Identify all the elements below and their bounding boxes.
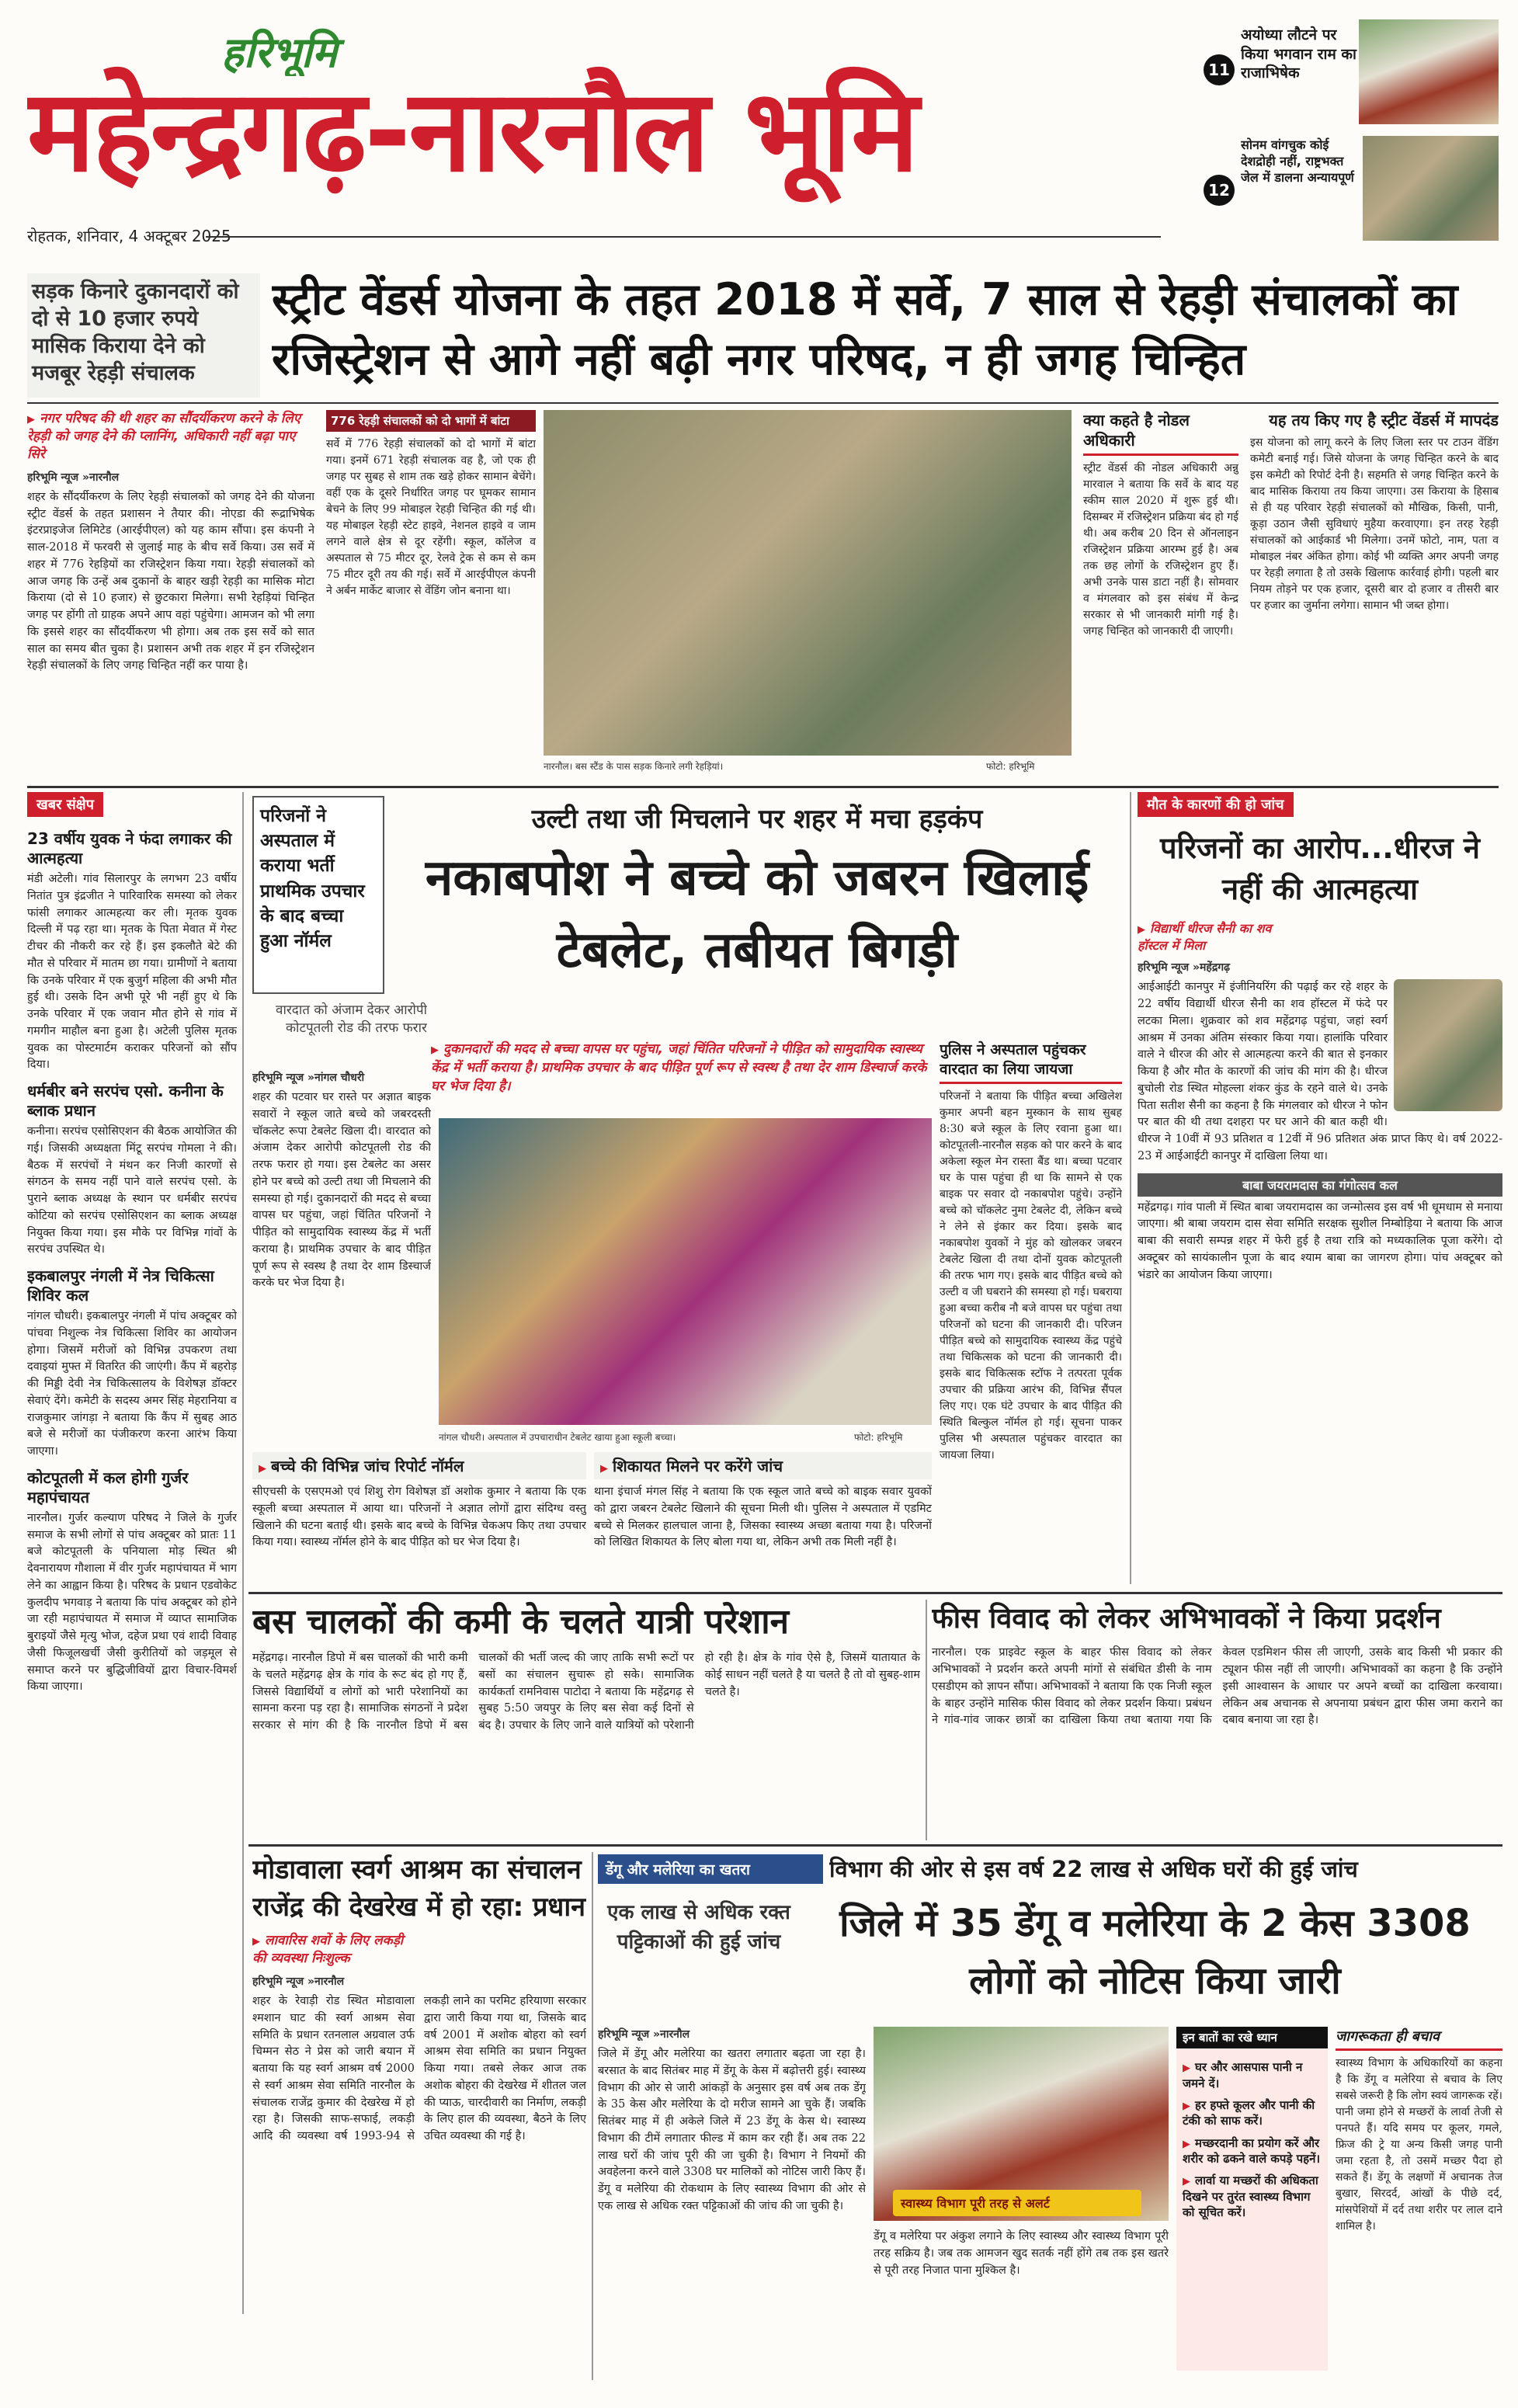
officer-body: स्ट्रीट वेंडर्स की नोडल अधिकारी अन्नु मारवाल ने बताया कि सर्वे के बाद यह स्कीम साल 2020 में शुरू हुई थी। दिसम्बर में रजिस्ट्रेशन प्रक्रिया बंद हो गई थी। अब करीब 20 दिन से ऑनलाइन रजिस्ट्रेशन प्रक्रिया आरम्भ हुई है। अब तक छह लोगों के रजिस्ट्रेशन हुए हैं। अभी उनके पास डाटा नहीं है। सोमवार व मंगलवार को इस संबंध में केन्द्र सरकार से भी जानकारी मांगी गई है। जगह चिन्हित को जानकारी दी जाएगी। <box>1083 462 1238 638</box>
tablet-strap: उल्टी तथा जी मिचलाने पर शहर में मचा हड़कंप <box>531 804 983 835</box>
mapdand-column <box>1250 410 1499 791</box>
death-deck: ▶ विद्यार्थी धीरज सैनी का शव हॉस्टल में मिला <box>1138 919 1301 954</box>
dengue-photo-caption: डेंगू व मलेरिया पर अंकुश लगाने के लिए स्वास्थ्य और स्वास्थ्य विभाग पूरी तरह सक्रिय है। जब तक आमजन खुद सतर्क नहीं होंगे तब तक इस खतरे से पूरी तरह निजात पाना मुश्किल है। <box>874 2230 1169 2277</box>
mapdand-body: इस योजना को लागू करने के लिए जिला स्तर पर टाउन वेंडिंग कमेटी बनाई गई। जिसे योजना के जगह चिन्हित करने के बाद इस कमेटी को रिपोर्ट देनी है। सहमति से जगह चिन्हित करने के बाद मासिक किराया तय किया जाएगा। उस किराया के हिसाब से ही यह परिवार रेहड़ी संचालकों को मौखिक, किसी, पानी, कूड़ा उठान जैसी सुविधाएं मुहैया करवाएगा। इन तरह रेहड़ी संचालकों को आईकार्ड भी मिलेगा। उनमें फोटो, नाम, पता व मोबाइल नंबर अंकित होगा। कोई भी व्यक्ति अगर अपनी जगह पर रेहड़ी लगाता है तो उसके खिलाफ कार्रवाई होगी। पहली बार नियम तोड़ने पर एक हजार, दूसरी बार दो हजार व तीसरी बार पर हजार का जुर्माना लगेगा। सामान भी जब्त होगा। <box>1250 436 1499 612</box>
brief-kicker: खबर संक्षेप <box>27 792 103 817</box>
aware-column <box>1336 2027 1502 2380</box>
lead-column <box>27 410 314 798</box>
police-column <box>940 1041 1122 1584</box>
baba-kicker: बाबा जयरामदास का गंगोत्सव कल <box>1138 1173 1502 1197</box>
tablet-sub2-title: ▶ शिकायत मिलने पर करेंगे जांच <box>594 1452 932 1479</box>
teaser-item[interactable] <box>1204 19 1499 128</box>
lead-sub1-title: 776 रेहड़ी संचालकों को दो भागों में बांटा <box>326 410 536 432</box>
tablet-photo <box>439 1118 932 1425</box>
police-body: परिजनों ने बताया कि पीड़ित बच्चा अखिलेश कुमार अपनी बहन मुस्कान के साथ सुबह 8:30 बजे स्कूल के लिए रवाना हुआ था। कोटपूतली-नारनौल सड़क को पार करने के बाद अकेला स्कूल मेन रास्ता बैंड था। बच्चा पटवार घर के पास पहुंचा ही था कि सामने से एक बाइक पर सवार दो नकाबपोश पहुंचे। उन्होंने बच्चे को चॉकलेट नुमा टेबलेट दी, लेकिन बच्चे ने लेने से इंकार कर दिया। इसके बाद नकाबपोश युवकों ने मुंह को खोलकर जबरन टेबलेट खिला दी तथा दोनों युवक कोटपूतली की तरफ भाग गए। इसके बाद पीड़ित बच्चे को उल्टी व जी घबराने की समस्या हो गई। घबराया हुआ बच्चा करीब नौ बजे वापस घर पहुंचा तथा परिजनों को घटना की जानकारी दी। परिजन पीड़ित बच्चे को सामुदायिक स्वास्थ्य केंद्र पहुंचे तथा चिकित्सक को घटना की जानकारी दी। इसके बाद चिकित्सक स्टॉफ ने तत्परता पूर्वक उपचार की प्रक्रिया आरंभ की, विभिन्न सैंपल लिए गए। एक घंटे उपचार के बाद पीड़ित की स्थिति बिल्कुल नॉर्मल हो गई। सूचना पाकर पुलिस भी अस्पताल पहुंचकर वारदात का जायजा लिया। <box>940 1090 1122 1462</box>
brief-item-body: नारनौल। गुर्जर कल्याण परिषद ने जिले के गुर्जर समाज के सभी लोगों से पांच अक्टूबर को प्रातः 11 बजे कोटपूतली के पनियाला मोड़ स्थित श्री देवनारायण गौशाला में वीर गुर्जर महापंचायत में भाग लेने का आह्वान किया है। परिषद के प्रधान एडवोकेट कुलदीप भगवाड़ ने बताया कि पांच अक्टूबर को होने जा रही महापंचायत में समाज में व्याप्त सामाजिक बुराइयों जैसे मृत्यु भोज, दहेज प्रथा एवं शादी विवाह जैसी फिजूलखर्ची जैसी कुरीतियों को जड़मूल से समाप्त करने पर बुद्धिजीवियों द्वारा विचार-विमर्श किया जाएगा। <box>27 1511 237 1694</box>
death-body: आईआईटी कानपुर में इंजीनियरिंग की पढ़ाई कर रहे शहर के 22 वर्षीय विद्यार्थी धीरज सैनी का शव हॉस्टल में फंदे पर लटका मिला। शुक्रवार को शव महेंद्रगढ़ पहुंचा, जहां स्वर्ग आश्रम में उनका अंतिम संस्कार किया गया। हालांकि परिवार वाले ने धीरज की ओर से आत्महत्या करने की बात से इनकार किया है और मौत के कारणों की जांच की मांग की है। धीरज बुचोली रोड स्थित मोहल्ला शंकर कुंड के रहने वाले थे। उनके पिता सतीश सैनी का कहना है कि मंगलवार को धीरज ने फोन पर बात की थी तथा दशहरा पर घर आने की बात कही थी। धीरज ने 10वीं में 93 प्रतिशत व 12वीं में 96 प्रतिशत अंक प्राप्त किए थे। वर्ष 2022-23 में आईआईटी कानपुर में दाखिला लिया था। <box>1138 981 1502 1162</box>
dengue-column <box>598 2027 866 2380</box>
tip-item: ▶ मच्छरदानी का प्रयोग करें और शरीर को ढकने वाले कपड़े पहनें। <box>1183 2135 1322 2167</box>
death-story <box>1138 792 1502 1584</box>
brief-item-title: इकबालपुर नंगली में नेत्र चिकित्सा शिविर कल <box>27 1267 214 1305</box>
brief-item-title: धर्मबीर बने सरपंच एसो. कनीना के ब्लाक प्रधान <box>27 1082 224 1120</box>
dengue-kicker: डेंगू और मलेरिया का खतरा <box>598 1854 823 1884</box>
dengue-strap: विभाग की ओर से इस वर्ष 22 लाख से अधिक घरों की हुई जांच <box>829 1856 1358 1882</box>
brief-item[interactable] <box>27 1267 237 1461</box>
dateline: रोहतक, शनिवार, 4 अक्टूबर 2025 <box>27 227 231 245</box>
dengue-side: एक लाख से अधिक रक्त पट्टिकाओं की हुई जांच <box>607 1901 790 1954</box>
teaser-number: 12 <box>1204 175 1235 206</box>
lead-body: शहर के सौंदर्यीकरण के लिए रेहड़ी संचालकों को जगह देने की योजना स्ट्रीट वेंडर्स के तहत प्रशासन ने तैयार की। नोएडा की रूद्राभिषेक इंटरप्राइजेज लिमिटेड (आरईपीएल) को यह काम सौंपा। इस कंपनी ने साल-2018 में फरवरी से जुलाई माह के बीच सर्वे किया। उस सर्वे में शहर में 776 रेहड़ियों का रजिस्ट्रेशन किया गया। रेहड़ी संचालकों को आज जगह कि उन्हें अब दुकानों के बाहर खड़ी रेहड़ी का मासिक मोटा किराया (दो से 10 हजार) से छुटकारा मिलेगा। सभी रेहड़ियां चिन्हित जगह पर होंगी तो ग्राहक अपने आप वहां पहुंचेगा। आमजन को भी लगा कि इससे शहर का सौंदर्यीकरण भी होगा। अब तक इस सर्वे को सात साल का समय बीत चुका है। प्रशासन अभी तक शहर में इन रजिस्ट्रेशन रेहड़ी संचालकों के लिए जगह चिन्हित नहीं कर पाया है। <box>27 490 314 672</box>
lead-sub1-body: सर्वे में 776 रेहड़ी संचालकों को दो भागों में बांटा गया। इनमें 671 रेहड़ी संचालक वह है, जो एक ही जगह पर सुबह से शाम तक खड़े होकर सामान बेचेंगे। वहीं एक के दूसरे निर्धारित जगह पर घूमकर सामान बेचने के लिए 99 मोबाइल रेहड़ी चिन्हित की गई थी। यह मोबाइल रेहड़ी स्टेट हाइवे, नेशनल हाइवे व जाम लगने वाले क्षेत्र से दूर रहेंगी। स्कूल, कॉलेज व अस्पताल से 75 मीटर दूर, रेलवे ट्रेक से कम से कम 75 मीटर दूरी तय की गई। सर्वे में आरईपीएल कंपनी ने अर्बन मार्केट बाजार से वेंडिंग जोन बनाना था। <box>326 438 536 597</box>
brief-item-body: मंडी अटेली। गांव सिलारपुर के लगभग 23 वर्षीय नितांत पुत्र इंद्रजीत ने पारिवारिक समस्या को लेकर फांसी लगाकर आत्महत्या कर ली। मृतक युवक दिल्ली में पढ़ रहा था। मृतक के पिता मेवात में गेस्ट टीचर की नौकरी कर रहे हैं। इस इकलौते बेटे की मौत से परिवार में मातम छा गया। ग्रामीणों ने बताया कि उनके परिवार में एक बुजुर्ग महिला की अभी मौत हुई थी। उसके दिन अभी पूरे भी नहीं हुए थे कि उनके परिवार में एक जवान मौत होने से गांव में गमगीन माहौल बना हुआ है। अटेली पुलिस मृतक युवक का पोस्टमार्टम कराकर परिजनों को सौंप दिया। <box>27 873 237 1072</box>
fees-body: नारनौल। एक प्राइवेट स्कूल के बाहर फीस विवाद को लेकर अभिभावकों ने प्रदर्शन करते अपनी मांगों से संबंधित डीसी के नाम एसडीएम को ज्ञापन सौंपा। अभिभावकों ने बताया कि एक निजी स्कूल के बाहर उन्होंने मासिक फीस विवाद को लेकर प्रदर्शन किया। प्रबंधन ने गांव-गांव जाकर छात्रों का दाखिला किया तथा बताया गया कि केवल एडमिशन फीस ली जाएगी, उसके बाद किसी भी प्रकार की ट्यूशन फीस नहीं ली जाएगी। अभिभावकों का कहना है कि उन्होंने इसी आश्वासन के आधार पर अपने बच्चों का दाखिला करवाया। लेकिन अब अचानक से अपनाया प्रबंधन द्वारा फीस जमा कराने का दबाव बनाया जा रहा है। <box>932 1646 1502 1727</box>
brief-item-title: 23 वर्षीय युवक ने फंदा लगाकर की आत्महत्या <box>27 829 232 867</box>
tips-box <box>1176 2027 1328 2380</box>
death-headline: परिजनों का आरोप...धीरज ने नहीं की आत्महत्या <box>1160 831 1480 907</box>
aware-body: स्वास्थ्य विभाग के अधिकारियों का कहना है कि डेंगू व मलेरिया से बचाव के लिए सबसे जरूरी है कि लोग स्वयं जागरूक रहें। पानी जमा होने से मच्छरों के लार्वा तेजी से पनपते हैं। यदि समय पर कूलर, गमले, फ्रिज की ट्रे या अन्य किसी जगह पानी जमा रहता है, तो उसमें मच्छर पैदा हो सकते हैं। डेंगू के लक्षणों में अचानक तेज बुखार, सिरदर्द, आंखों के पीछे दर्द, मांसपेशियों में दर्द तथा शरीर पर लाल दाने शामिल है। <box>1336 2057 1502 2233</box>
lead-photo <box>544 410 1072 756</box>
tip-item: ▶ हर हफ्ते कूलर और पानी की टंकी को साफ करें। <box>1183 2097 1322 2129</box>
tablet-sub1-title: ▶ बच्चे की विभिन्न जांच रिपोर्ट नॉर्मल <box>252 1452 586 1479</box>
ashram-story <box>252 1852 586 2349</box>
ashram-body: शहर के रेवाड़ी रोड स्थित मोडावाला श्मशान घाट की स्वर्ग आश्रम सेवा समिति के प्रधान रतनलाल अग्रवाल उर्फ चिम्मन सेठ ने प्रेस को जारी बयान में बताया कि यह स्वर्ग आश्रम वर्ष 2000 से स्वर्ग आश्रम सेवा समिति नारनौल के संचालक राजेंद्र कुमार की देखरेख में हो रहा है। जिसकी साफ-सफाई, लकड़ी आदि की व्यवस्था वर्ष 1993-94 से लकड़ी लाने का परमिट हरियाणा सरकार द्वारा जारी किया गया था, जिसके बाद वर्ष 2001 में अशोक बोहरा को स्वर्ग आश्रम सेवा समिति का प्रधान नियुक्त किया गया। तबसे लेकर आज तक अशोक बोहरा की देखरेख में शीतल जल की प्याऊ, चारदीवारी का निर्माण, लकड़ी के लिए हाल की व्यवस्था, बैठने के लिए उचित व्यवस्था की गई है। <box>252 1995 586 2143</box>
brief-item[interactable] <box>27 1468 237 1696</box>
aware-kicker: जागरूकता ही बचाव <box>1336 2027 1502 2051</box>
teaser-text: सोनम वांगचुक कोई देशद्रोही नहीं, राष्ट्रभक्त जेल में डालना अन्यायपूर्ण <box>1241 137 1354 185</box>
death-kicker: मौत के कारणों की हो जांच <box>1138 792 1294 817</box>
student-photo <box>1394 979 1502 1111</box>
tablet-deck: ▶ दुकानदारों की मदद से बच्चा वापस घर पहुंचा, जहां चिंतित परिजनों ने पीड़ित को सामुदायिक स्वास्थ्य केंद्र में भर्ती कराया है। प्राथमिक उपचार के बाद पीड़ित पूर्ण रूप से स्वस्थ है तथा देर शाम डिस्चार्ज करके घर भेज दिया है। <box>431 1041 928 1107</box>
lead-byline: हरिभूमि न्यूज »नारनौल <box>27 471 120 484</box>
lead-side-headline: सड़क किनारे दुकानदारों को दो से 10 हजार रुपये मासिक किराया देने को मजबूर रेहड़ी संचालक <box>27 273 260 398</box>
brief-column <box>27 792 237 2306</box>
dengue-headline: जिले में 35 डेंगू व मलेरिया के 2 केस 3308 लोगों को नोटिस किया जारी <box>839 1902 1471 2003</box>
tip-item: ▶ लार्वा या मच्छरों की अधिकता दिखने पर तुरंत स्वास्थ्य विभाग को सूचित करें। <box>1183 2173 1322 2220</box>
masthead <box>27 22 1169 255</box>
brief-item-body: नांगल चौधरी। इकबालपुर नंगली में पांच अक्टूबर को पांचवा निशुल्क नेत्र चिकित्सा शिविर का आयोजन होगा। जिसमें मरीजों को विभिन्न उपकरण तथा दवाइयां मुफ्त में वितरित की जाएंगी। कैंप में बहरोड़ की मिड्डी देवी नेत्र चिकित्सालय के विशेषज्ञ डॉक्टर सेवाएं देंगे। कमेटी के सदस्य अमर सिंह मेहरानिया व राजकुमार जांगड़ा ने बताया कि कैंप में सुबह आठ बजे से मरीजों का पंजीकरण करना आरंभ किया जाएगा। <box>27 1310 237 1458</box>
ashram-byline: हरिभूमि न्यूज »नारनौल <box>252 1975 345 1989</box>
fees-headline: फीस विवाद को लेकर अभिभावकों ने किया प्रदर्शन <box>932 1603 1441 1635</box>
teaser-text: अयोध्या लौटने पर किया भगवान राम का राजाभिषेक <box>1241 26 1356 82</box>
teaser-photo <box>1363 136 1499 241</box>
brief-item-title: कोटपूतली में कल होगी गुर्जर महापंचायत <box>27 1468 189 1506</box>
teasers <box>1204 19 1502 245</box>
police-kicker: पुलिस ने अस्पताल पहुंचकर वारदात का लिया जायजा <box>940 1041 1122 1084</box>
bus-body: महेंद्रगढ़। नारनौल डिपो में बस चालकों की भारी कमी के चलते महेंद्रगढ़ क्षेत्र के गांव के रूट बंद हो गए हैं, जिससे विद्यार्थियों व लोगों को भारी परेशानियों का सामना करना पड़ रहा है। सामाजिक संगठनों ने प्रदेश सरकार से मांग की है कि नारनौल डिपो में बस चालकों की भर्ती जल्द की जाए ताकि सभी रूटों पर बसों का संचालन सुचारू हो सके। सामाजिक कार्यकर्ता रामनिवास पाटोदा ने बताया कि महेंद्रगढ़ से सुबह 5:50 जयपुर के लिए बस सेवा कई दिनों से बंद है। उपचार के लिए जाने वाले यात्रियों को परेशानी हो रही है। क्षेत्र के गांव ऐसे है, जिसमें यातायात के कोई साधन नहीं चलते है या चलते है तो वो सुबह-शाम चलते है। <box>252 1652 920 1732</box>
tablet-sub2 <box>594 1452 932 1584</box>
dengue-body: जिले में डेंगू और मलेरिया का खतरा लगातार बढ़ता जा रहा है। बरसात के बाद सितंबर माह में डेंगू के केस में बढ़ोत्तरी हुई। स्वास्थ्य विभाग की ओर से जारी आंकड़ों के अनुसार इस वर्ष अब तक डेंगू के 35 केस और मलेरिया के दो मरीज सामने आ चुके हैं। जबकि सितंबर माह में ही अकेले जिले में 23 डेंगू के केस थे। स्वास्थ्य विभाग की टीमें लगातार फील्ड में काम कर रही हैं। अब तक 22 लाख घरों की जांच पूरी की जा चुकी है। विभाग ने नियमों की अवहेलना करने वाले 3308 घर मालिकों को नोटिस जारी किए हैं। डेंगू व मलेरिया की रोकथाम के लिए स्वास्थ्य विभाग की ओर से एक लाख से अधिक रक्त पट्टिकाओं की जांच की जा चुकी है। <box>598 2048 866 2212</box>
lead-photo-caption: नारनौल। बस स्टैंड के पास सड़क किनारे लगी रेहड़ियां। <box>544 761 724 772</box>
tips-kicker: इन बातों का रखे ध्यान <box>1176 2027 1328 2048</box>
brief-item[interactable] <box>27 829 237 1074</box>
bus-headline: बस चालकों की कमी के चलते यात्री परेशान <box>252 1602 790 1642</box>
brief-item[interactable] <box>27 1082 237 1259</box>
tablet-byline: हरिभूमि न्यूज »नांगल चौधरी <box>252 1072 365 1084</box>
lead-photo-credit: फोटो: हरिभूमि <box>986 761 1035 772</box>
tablet-sub1-body: सीएचसी के एसएमओ एवं शिशु रोग विशेषज्ञ डॉ अशोक कुमार ने बताया कि एक स्कूली बच्चा अस्पताल में आया था। परिजनों ने अज्ञात लोगों द्वारा संदिग्ध वस्तु खिलाने की घटना बताई थी। इसके बाद बच्चे के विभिन्न चेकअप किए तथा उपचार किया गया। स्वास्थ्य नॉर्मल होने के बाद पीड़ित को घर भेज दिया है। <box>252 1485 586 1549</box>
dengue-byline: हरिभूमि न्यूज »नारनौल <box>598 2028 690 2041</box>
tablet-photo-caption: नांगल चौधरी। अस्पताल में उपचाराधीन टेबलेट खाया हुआ स्कूली बच्चा। <box>439 1432 676 1443</box>
tablet-column <box>252 1070 431 1458</box>
masthead-title: महेन्द्रगढ़-नारनौल भूमि <box>27 65 917 197</box>
officer-kicker: क्या कहते है नोडल अधिकारी <box>1083 410 1238 456</box>
tablet-side-sub: वारदात को अंजाम देकर आरोपी कोटपूतली रोड की तरफ फरार <box>276 1002 427 1036</box>
tablet-sub1 <box>252 1452 586 1584</box>
lead-headline: स्ट्रीट वेंडर्स योजना के तहत 2018 में सर्वे, 7 साल से रेहड़ी संचालकों का रजिस्ट्रेशन से आगे नहीं बढ़ी नगर परिषद, न ही जगह चिन्हित <box>272 274 1458 385</box>
lead-sub-column <box>326 410 536 798</box>
ashram-headline: मोडावाला स्वर्ग आश्रम का संचालन राजेंद्र की देखरेख में हो रहा: प्रधान <box>252 1854 586 1923</box>
tablet-headline: नकाबपोश ने बच्चे को जबरन खिलाई टेबलेट, तबीयत बिगड़ी <box>425 850 1089 979</box>
officer-column <box>1083 410 1238 791</box>
tablet-side-kicker: परिजनों ने अस्पताल में कराया भर्ती प्राथमिक उपचार के बाद बच्चा हुआ नॉर्मल <box>252 796 384 994</box>
tablet-sub2-body: थाना इंचार्ज मंगल सिंह ने बताया कि एक स्कूल जाते बच्चे को बाइक सवार युवकों को द्वारा जबरन टेबलेट खिलाने की सूचना मिली थी। पुलिस ने अस्पताल में एडमिट बच्चे से मिलकर हालचाल जाना है, जिसका स्वास्थ्य अच्छा बताया गया है। परिजनों को लिखित शिकायत के लिए बोला गया था, लेकिन अभी तक मिली नहीं है। <box>594 1485 932 1549</box>
ashram-deck: ▶ लावारिस शवों के लिए लकड़ी की व्यवस्था निःशुल्क <box>252 1932 415 1968</box>
brief-item-body: कनीना। सरपंच एसोसिएशन की बैठक आयोजित की गई। जिसकी अध्यक्षता मिंटू सरपंच गोमला ने की। बैठक में सरपंचों ने मंथन कर निजी कारणों से संगठन के समय नहीं पाने वाले सरपंच एसो. के पुराने ब्लाक अध्यक्ष के स्थान पर धर्मबीर सरपंच कोटिया को सरपंच एसोसिएशन का ब्लाक अध्यक्ष नियुक्त किया गया। इस मौके पर विभिन्न गांवों के सरपंच उपस्थित थे। <box>27 1125 237 1256</box>
mapdand-title: यह तय किए गए है स्ट्रीट वेंडर्स में मापदंड <box>1269 411 1499 429</box>
lead-deck: ▶ नगर परिषद की थी शहर का सौंदर्यीकरण करने के लिए रेहड़ी को जगह देने की प्लानिंग, अधिकारी नहीं बढ़ा पाए सिरे <box>27 410 314 464</box>
teaser-photo <box>1359 19 1499 124</box>
death-byline: हरिभूमि न्यूज »महेंद्रगढ़ <box>1138 961 1231 975</box>
tip-item: ▶ घर और आसपास पानी न जमने दें। <box>1183 2059 1322 2091</box>
dengue-photo-banner: स्वास्थ्य विभाग पूरी तरह से अलर्ट <box>893 2190 1141 2216</box>
baba-body: महेंद्रगढ़। गांव पाली में स्थित बाबा जयरामदास का जन्मोत्सव इस वर्ष भी धूमधाम से मनाया जाएगा। श्री बाबा जयराम दास सेवा समिति सरक्षक सुशील निम्बोड़िया ने बताया कि आज बाबा की सवारी सम्पन्न शहर में फेरी हुई है तथा रात्रि को मध्यकालिक पूजा करेंगे। दो अक्टूबर को सायंकालीन पूजा के बाद श्याम बाबा का जागरण होगा। पांच अक्टूबर को भंडारे का आयोजन किया जाएगा। <box>1138 1201 1502 1281</box>
teaser-item[interactable] <box>1204 136 1499 245</box>
teaser-number: 11 <box>1204 54 1235 85</box>
tablet-photo-credit: फोटो: हरिभूमि <box>854 1432 903 1443</box>
brand-name: हरिभूमि <box>221 28 337 76</box>
tablet-body: शहर की पटवार घर रास्ते पर अज्ञात बाइक सवारों ने स्कूल जाते बच्चे को जबरदस्ती चॉकलेट रूपा टेबलेट खिला दी। वारदात को अंजाम देकर आरोपी कोटपूतली रोड की तरफ फरार हो गया। इस टेबलेट का असर होने पर बच्चे को उल्टी तथा जी मिचलाने की समस्या हो गई। दुकानदारों की मदद से बच्चा वापस घर पहुंचा, जहां चिंतित परिजनों ने पीड़ित को सामुदायिक स्वास्थ्य केंद्र में भर्ती कराया है। प्राथमिक उपचार के बाद पीड़ित पूर्ण रूप से स्वस्थ है तथा देर शाम डिस्चार्ज करके घर भेज दिया है। <box>252 1091 431 1290</box>
bus-story <box>252 1600 920 1840</box>
fees-story <box>932 1600 1502 1840</box>
